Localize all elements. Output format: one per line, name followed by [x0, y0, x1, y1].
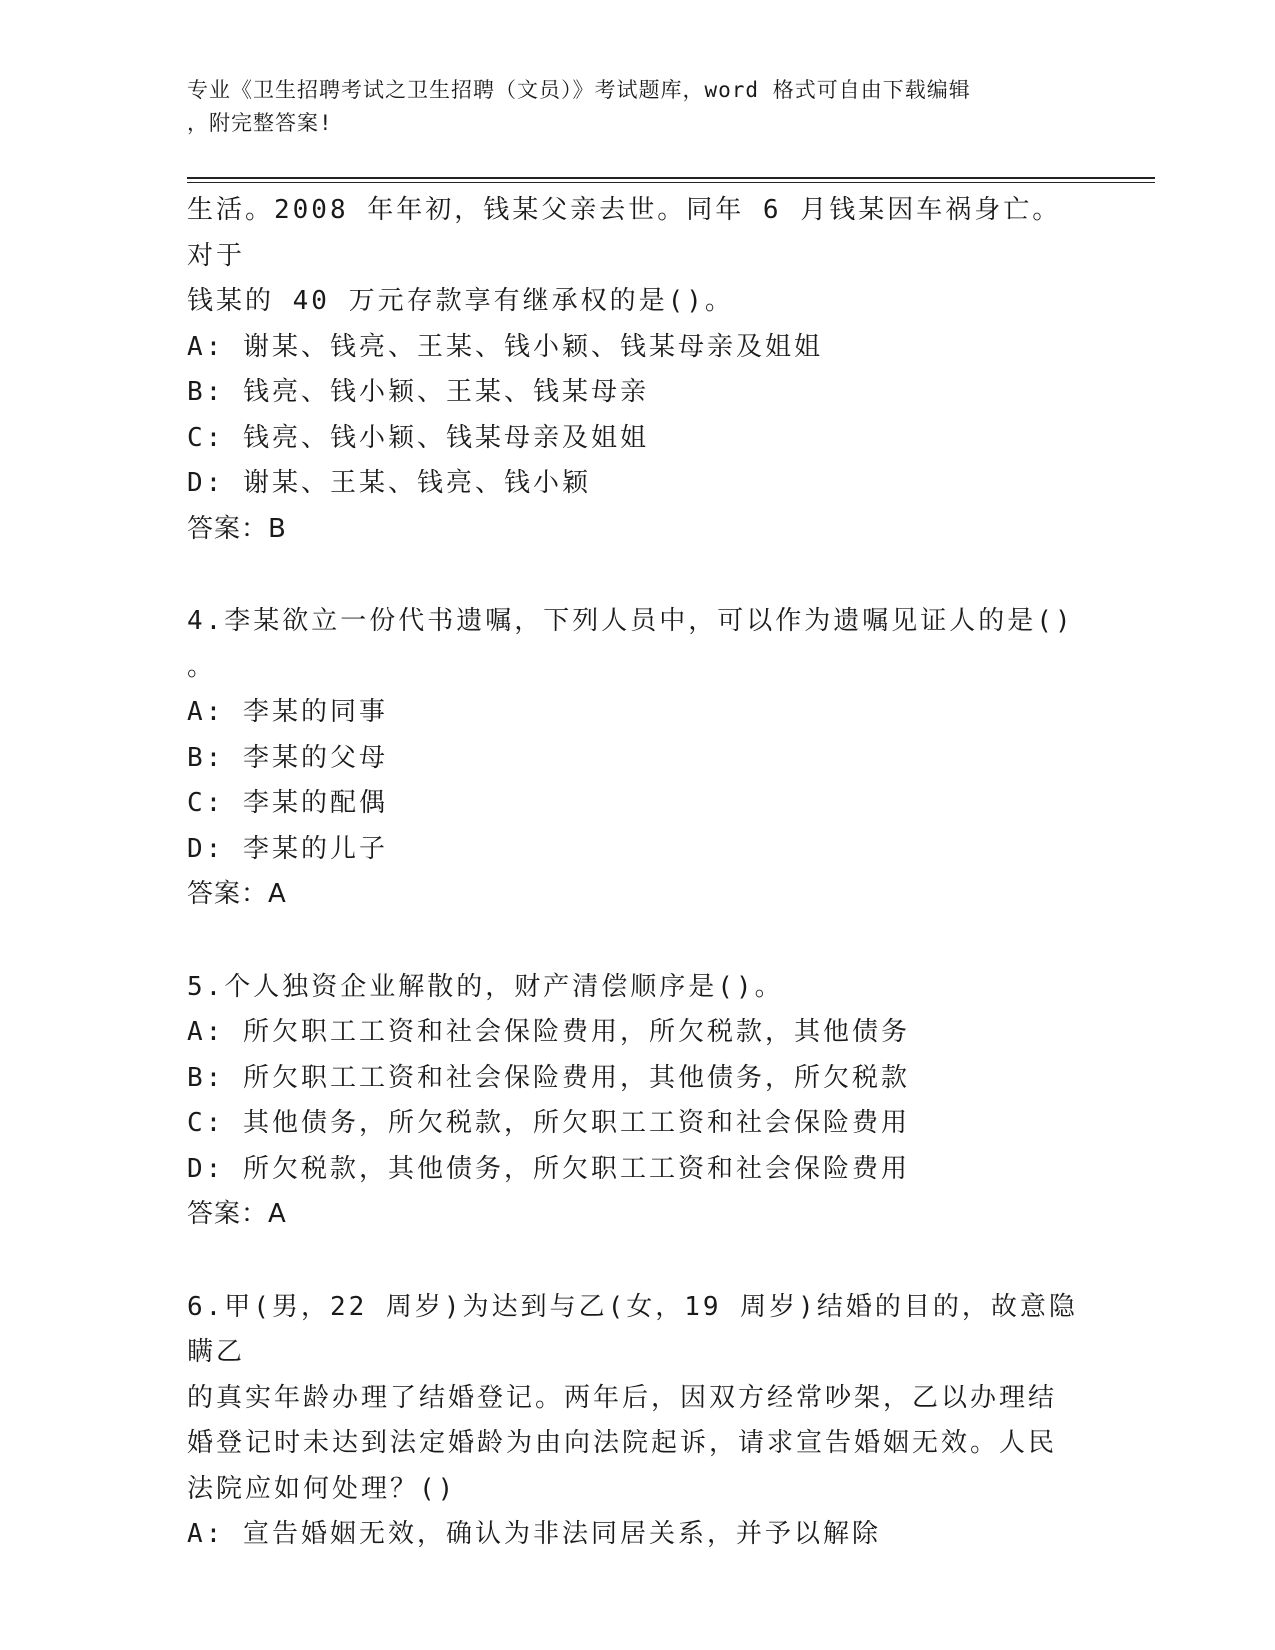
question-6 — [187, 1285, 1087, 1558]
header-title-line-1: 专业《卫生招聘考试之卫生招聘（文员）》考试题库，word 格式可自由下载编辑 — [187, 78, 971, 102]
option-d: D: 李某的儿子 — [187, 833, 388, 864]
header-title-line-2: ，附完整答案! — [187, 111, 333, 135]
answer-line: 答案：B — [187, 513, 287, 544]
option-c: C: 其他债务，所欠税款，所欠职工工资和社会保险费用 — [187, 1108, 910, 1138]
question-stem-line: 4.李某欲立一份代书遗嘱，下列人员中，可以作为遗嘱见证人的是() — [187, 606, 1074, 636]
option-b: B: 所欠职工工资和社会保险费用，其他债务，所欠税款 — [187, 1062, 910, 1093]
page-header — [187, 74, 1067, 140]
option-a: A: 谢某、钱亮、王某、钱小颖、钱某母亲及姐姐 — [187, 331, 823, 362]
question-stem-line: 。 — [187, 651, 217, 682]
option-a: A: 所欠职工工资和社会保险费用，所欠税款，其他债务 — [187, 1017, 910, 1047]
question-spacer — [187, 552, 1087, 599]
question-list — [187, 188, 1087, 1558]
option-c: C: 钱亮、钱小颖、钱某母亲及姐姐 — [187, 422, 649, 453]
option-a: A: 李某的同事 — [187, 697, 388, 727]
question-stem-line: 6.甲(男，22 周岁)为达到与乙(女，19 周岁)结婚的目的，故意隐瞒乙 — [187, 1291, 1078, 1367]
question-stem-line: 钱某的 40 万元存款享有继承权的是()。 — [187, 286, 734, 316]
header-divider — [187, 177, 1155, 183]
question-3 — [187, 188, 1087, 552]
option-c: C: 李某的配偶 — [187, 788, 388, 818]
question-spacer — [187, 1238, 1087, 1285]
question-stem-line: 的真实年龄办理了结婚登记。两年后，因双方经常吵架，乙以办理结 — [187, 1382, 1058, 1413]
question-stem-line: 5.个人独资企业解散的，财产清偿顺序是()。 — [187, 971, 784, 1002]
question-5 — [187, 965, 1087, 1238]
option-b: B: 钱亮、钱小颖、王某、钱某母亲 — [187, 377, 649, 407]
question-stem-line: 法院应如何处理？() — [187, 1473, 457, 1504]
question-spacer — [187, 918, 1087, 965]
answer-line: 答案：A — [187, 1199, 287, 1229]
question-stem-line: 婚登记时未达到法定婚龄为由向法院起诉，请求宣告婚姻无效。人民 — [187, 1428, 1058, 1458]
option-a: A: 宣告婚姻无效，确认为非法同居关系，并予以解除 — [187, 1519, 881, 1549]
option-b: B: 李某的父母 — [187, 742, 388, 773]
question-stem-line: 生活。2008 年年初，钱某父亲去世。同年 6 月钱某因车祸身亡。对于 — [187, 195, 1062, 271]
option-d: D: 谢某、王某、钱亮、钱小颖 — [187, 468, 591, 498]
option-d: D: 所欠税款，其他债务，所欠职工工资和社会保险费用 — [187, 1153, 910, 1184]
question-4 — [187, 599, 1087, 918]
answer-line: 答案：A — [187, 879, 287, 909]
